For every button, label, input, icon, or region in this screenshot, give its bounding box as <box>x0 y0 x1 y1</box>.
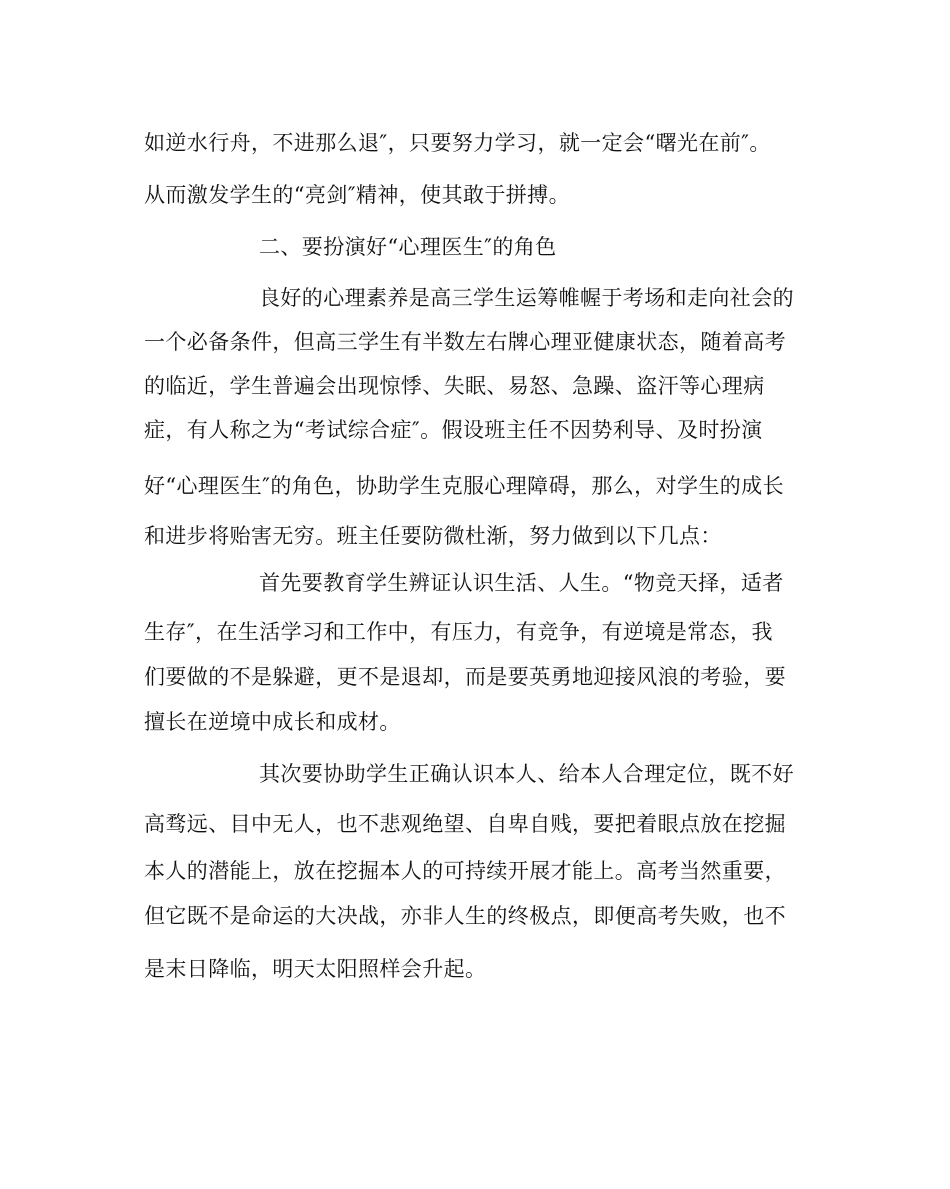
text-line: 是末日降临，明天太阳照样会升起。 <box>144 957 487 981</box>
text-line: 从而激发学生的“亮剑″精神，使其敢于拼搏。 <box>144 183 570 207</box>
text-line: 好“心理医生″的角色，协助学生克服心理障碍，那么，对学生的成长 <box>144 474 784 498</box>
text-line: 和进步将贻害无穷。班主任要防微杜渐，努力做到以下几点： <box>144 524 722 548</box>
text-line: 高骛远、目中无人，也不悲观绝望、自卑自贱，要把着眼点放在挖掘 <box>144 812 786 836</box>
text-line: 症，有人称之为“考试综合症″。假设班主任不因势利导、及时扮演 <box>144 418 763 442</box>
text-line: 一个必备条件，但高三学生有半数左右牌心理亚健康状态，随着高考 <box>144 330 786 354</box>
text-line: 但它既不是命运的大决战，亦非人生的终极点，即便高考失败，也不 <box>144 904 786 928</box>
text-line: 的临近，学生普遍会出现惊悸、失眠、易怒、急躁、盗汗等心理病 <box>144 374 765 398</box>
text-line: 良好的心理素养是高三学生运筹帷幄于考场和走向社会的 <box>259 286 794 310</box>
text-line: 首先要教育学生辨证认识生活、人生。“物竞天择，适者 <box>259 571 784 595</box>
text-line: 擅长在逆境中成长和成材。 <box>144 710 401 734</box>
text-line: 其次要协助学生正确认识本人、给本人合理定位，既不好 <box>259 762 794 786</box>
text-line: 们要做的不是躲避，更不是退却，而是要英勇地迎接风浪的考验，要 <box>144 665 786 689</box>
section-heading: 二、要扮演好“心理医生″的角色 <box>259 235 557 259</box>
text-line: 本人的潜能上，放在挖掘本人的可持续开展才能上。高考当然重要， <box>144 859 786 883</box>
text-line: 生存″，在生活学习和工作中，有压力，有竞争，有逆境是常态，我 <box>144 620 773 644</box>
text-line: 如逆水行舟，不进那么退″，只要努力学习，就一定会“曙光在前″。 <box>144 131 771 155</box>
